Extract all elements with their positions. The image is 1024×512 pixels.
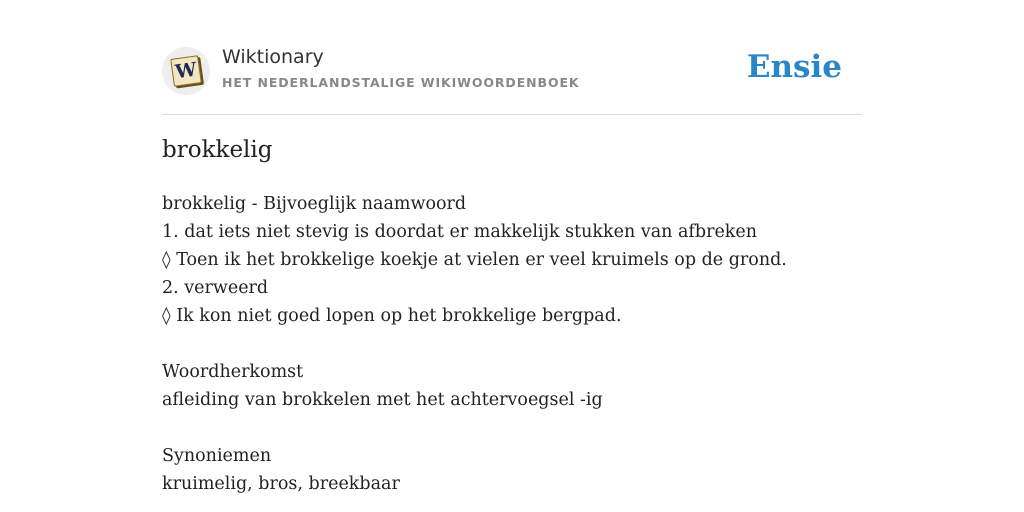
example-2: ◊ Ik kon niet goed lopen op het brokkelige bergpad. xyxy=(162,306,622,326)
example-1: ◊ Toen ik het brokkelige koekje at vielen er veel kruimels op de grond. xyxy=(162,250,787,270)
ensie-brand-link[interactable]: Ensie xyxy=(746,49,842,85)
entry-content xyxy=(162,190,862,498)
definition-1: 1. dat iets niet stevig is doordat er makkelijk stukken van afbreken xyxy=(162,222,758,242)
spacer xyxy=(162,330,862,358)
definition-2: 2. verweerd xyxy=(162,278,269,298)
wiktionary-logo-icon[interactable] xyxy=(162,47,210,95)
etymology-text: afleiding van brokkelen met het achtervoegsel -ig xyxy=(162,390,603,410)
part-of-speech-line: brokkelig - Bijvoeglijk naamwoord xyxy=(162,194,467,214)
letter-tile xyxy=(170,55,202,87)
site-name-link[interactable]: Wiktionary xyxy=(222,46,324,68)
synonyms-text: kruimelig, bros, breekbaar xyxy=(162,474,400,494)
logo-letter: W xyxy=(173,58,199,84)
synonyms-heading: Synoniemen xyxy=(162,446,272,466)
site-tagline: HET NEDERLANDSTALIGE WIKIWOORDENBOEK xyxy=(222,75,580,90)
page-title: brokkelig xyxy=(162,137,273,163)
spacer xyxy=(162,414,862,442)
etymology-heading: Woordherkomst xyxy=(162,362,304,382)
site-header xyxy=(162,44,862,115)
